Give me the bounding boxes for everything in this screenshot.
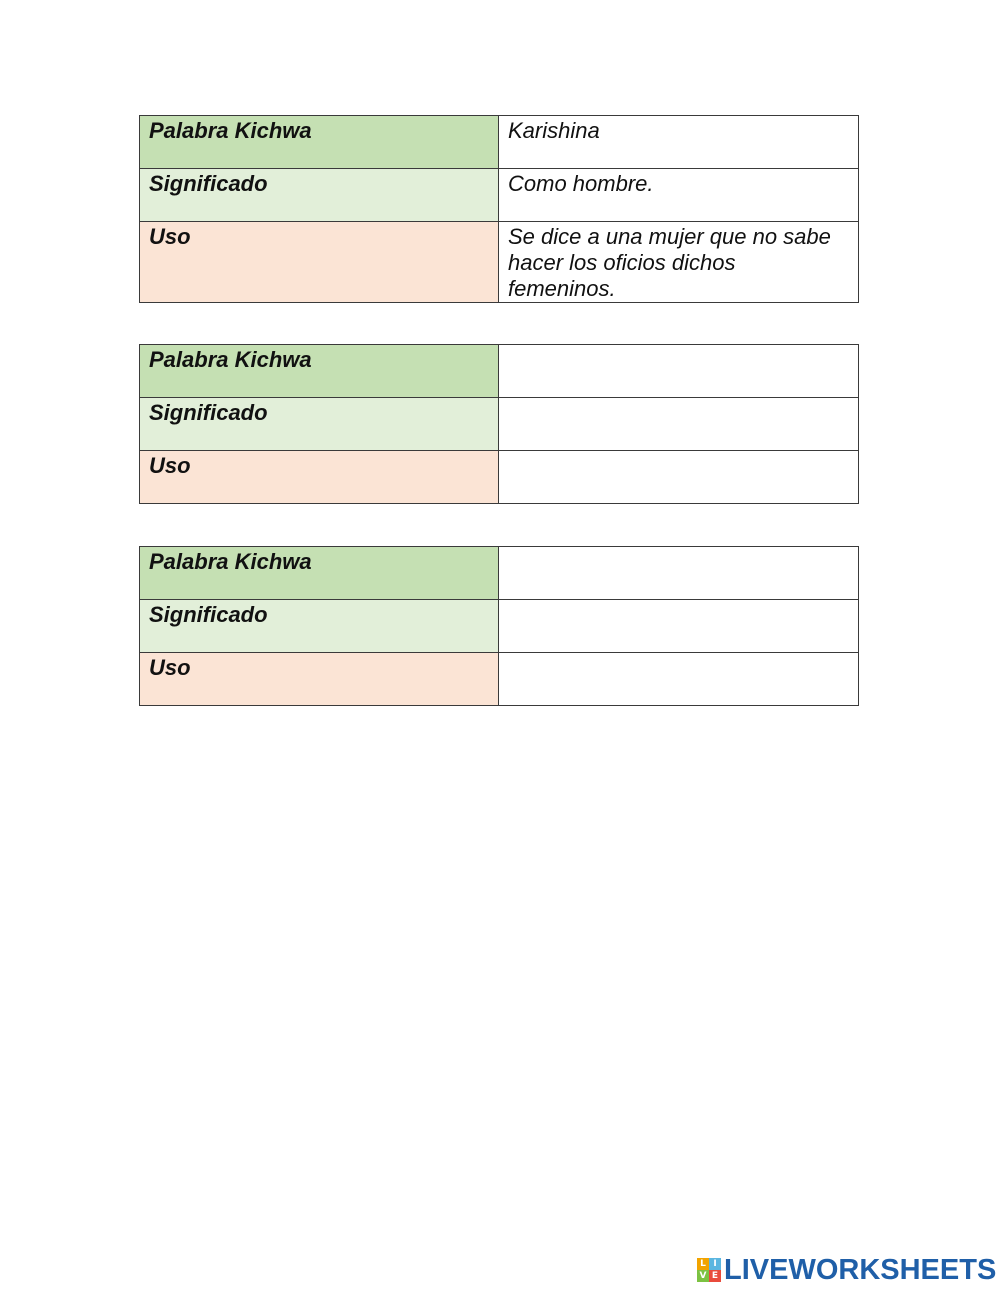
liveworksheets-logo <box>697 1254 996 1286</box>
meaning-answer-field[interactable] <box>499 600 859 653</box>
logo-letter: L <box>697 1258 709 1270</box>
table-row <box>140 547 859 600</box>
use-answer-field[interactable] <box>499 653 859 706</box>
table-row <box>140 600 859 653</box>
word-label: Palabra Kichwa <box>140 547 499 600</box>
table-row <box>140 116 859 169</box>
table-row <box>140 451 859 504</box>
table-row <box>140 653 859 706</box>
logo-letter: V <box>697 1270 709 1282</box>
use-label: Uso <box>140 653 499 706</box>
logo-letter: E <box>709 1270 721 1282</box>
table-row <box>140 398 859 451</box>
word-answer-field[interactable] <box>499 547 859 600</box>
use-answer-field[interactable] <box>499 451 859 504</box>
meaning-value: Como hombre. <box>499 169 859 222</box>
meaning-label: Significado <box>140 398 499 451</box>
logo-letter: I <box>709 1258 721 1270</box>
use-label: Uso <box>140 451 499 504</box>
word-value: Karishina <box>499 116 859 169</box>
vocabulary-table-1 <box>139 115 859 303</box>
word-label: Palabra Kichwa <box>140 116 499 169</box>
meaning-label: Significado <box>140 600 499 653</box>
logo-text: LIVEWORKSHEETS <box>724 1254 997 1286</box>
use-label: Uso <box>140 222 499 303</box>
meaning-answer-field[interactable] <box>499 398 859 451</box>
table-row <box>140 222 859 303</box>
use-value: Se dice a una mujer que no sabe hacer los oficios dichos femeninos. <box>499 222 859 303</box>
word-answer-field[interactable] <box>499 345 859 398</box>
word-label: Palabra Kichwa <box>140 345 499 398</box>
vocabulary-table-2 <box>139 344 859 504</box>
table-row <box>140 345 859 398</box>
table-row <box>140 169 859 222</box>
liveworksheets-logo-icon <box>697 1258 721 1282</box>
meaning-label: Significado <box>140 169 499 222</box>
vocabulary-table-3 <box>139 546 859 706</box>
